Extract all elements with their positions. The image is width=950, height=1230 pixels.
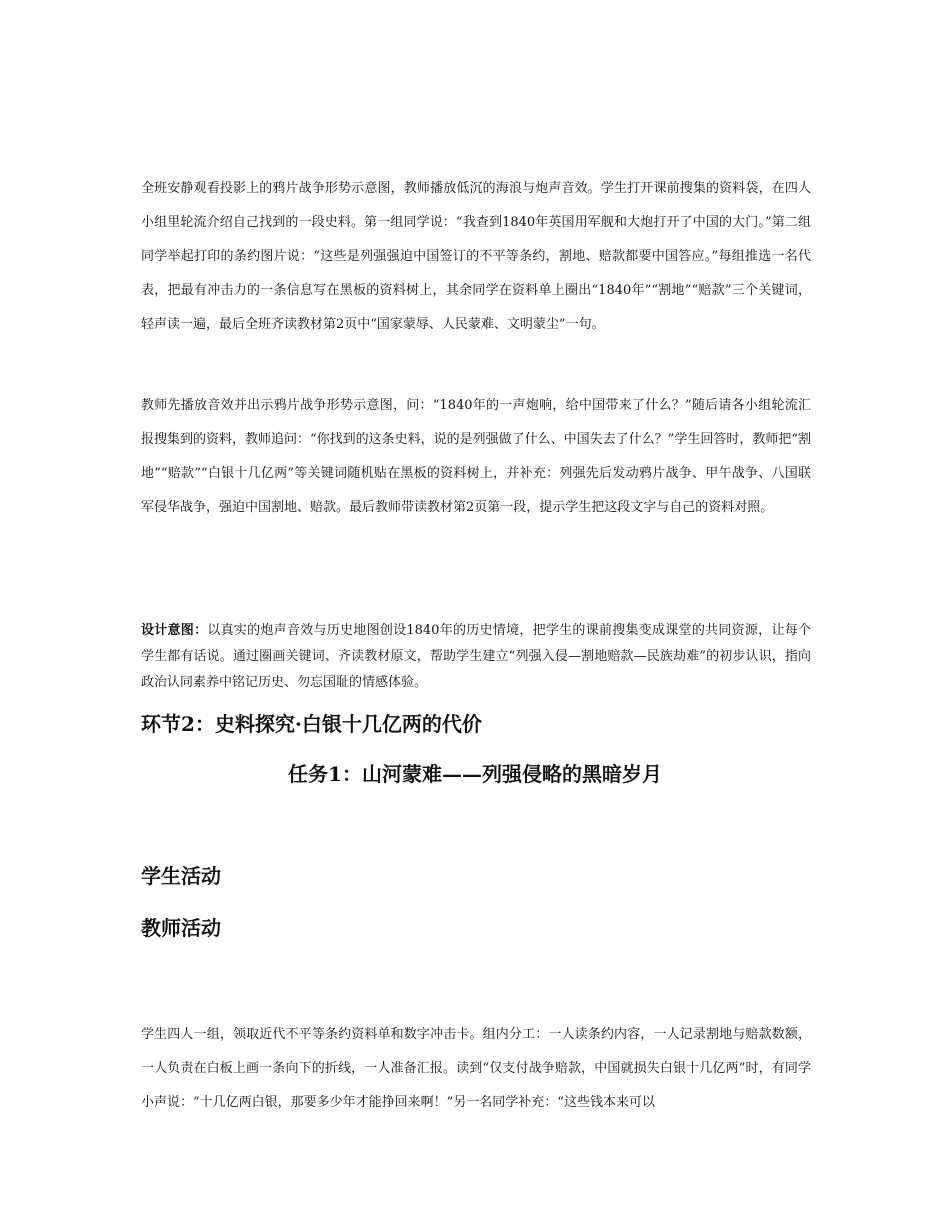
teacher-paragraph: 教师先播放音效并出示鸦片战争形势示意图，问：“1840年的一声炮响，给中国带来了什么？”随后请各小组轮流汇报搜集到的资料，教师追问：“你找到的这条史料，说的是列强做了什么、中国失去了什么？”学生回答时，教师把“割地”“赔款”“白银十几亿两”等关键词随机贴在黑板的资料树上，并补充：列强先后发动鸦片战争、甲午战争、八国联军侵华战争，强迫中国割地、赔款。最后教师带读教材第2页第一段，提示学生把这段文字与自己的资料对照。 bbox=[141, 398, 811, 515]
stage-heading: 环节2：史料探究·白银十几亿两的代价 bbox=[141, 712, 482, 736]
design-intent-text: 以真实的炮声音效与历史地图创设1840年的历史情境，把学生的课前搜集变成课堂的共同资源，让每个学生都有话说。通过圈画关键词、齐读教材原文，帮助学生建立“列强入侵—割地赔款—民族劫难”的初步认识，指向政治认同素养中铭记历史、勿忘国耻的情感体验。 bbox=[141, 623, 811, 690]
student-activity-heading: 学生活动 bbox=[141, 864, 221, 888]
design-intent-paragraph bbox=[141, 618, 811, 696]
task-heading: 任务1：山河蒙难——列强侵略的黑暗岁月 bbox=[288, 762, 662, 786]
teacher-activity-heading: 教师活动 bbox=[141, 916, 221, 940]
scene-paragraph: 全班安静观看投影上的鸦片战争形势示意图，教师播放低沉的海浪与炮声音效。学生打开课前搜集的资料袋，在四人小组里轮流介绍自己找到的一段史料。第一组同学说：“我查到1840年英国用军舰和大炮打开了中国的大门。”第二组同学举起打印的条约图片说：“这些是列强强迫中国签订的不平等条约，割地、赔款都要中国答应。”每组推选一名代表，把最有冲击力的一条信息写在黑板的资料树上，其余同学在资料单上圈出“1840年”“割地”“赔款”三个关键词，轻声读一遍，最后全班齐读教材第2页中“国家蒙辱、人民蒙难、文明蒙尘”一句。 bbox=[141, 181, 811, 332]
design-intent-label: 设计意图： bbox=[141, 623, 208, 638]
group-activity-paragraph: 学生四人一组，领取近代不平等条约资料单和数字冲击卡。组内分工：一人读条约内容，一人记录割地与赔款数额，一人负责在白板上画一条向下的折线，一人准备汇报。读到“仅支付战争赔款，中国就损失白银十几亿两”时，有同学小声说：“十几亿两白银，那要多少年才能挣回来啊！”另一名同学补充：“这些钱本来可以 bbox=[141, 1027, 811, 1110]
